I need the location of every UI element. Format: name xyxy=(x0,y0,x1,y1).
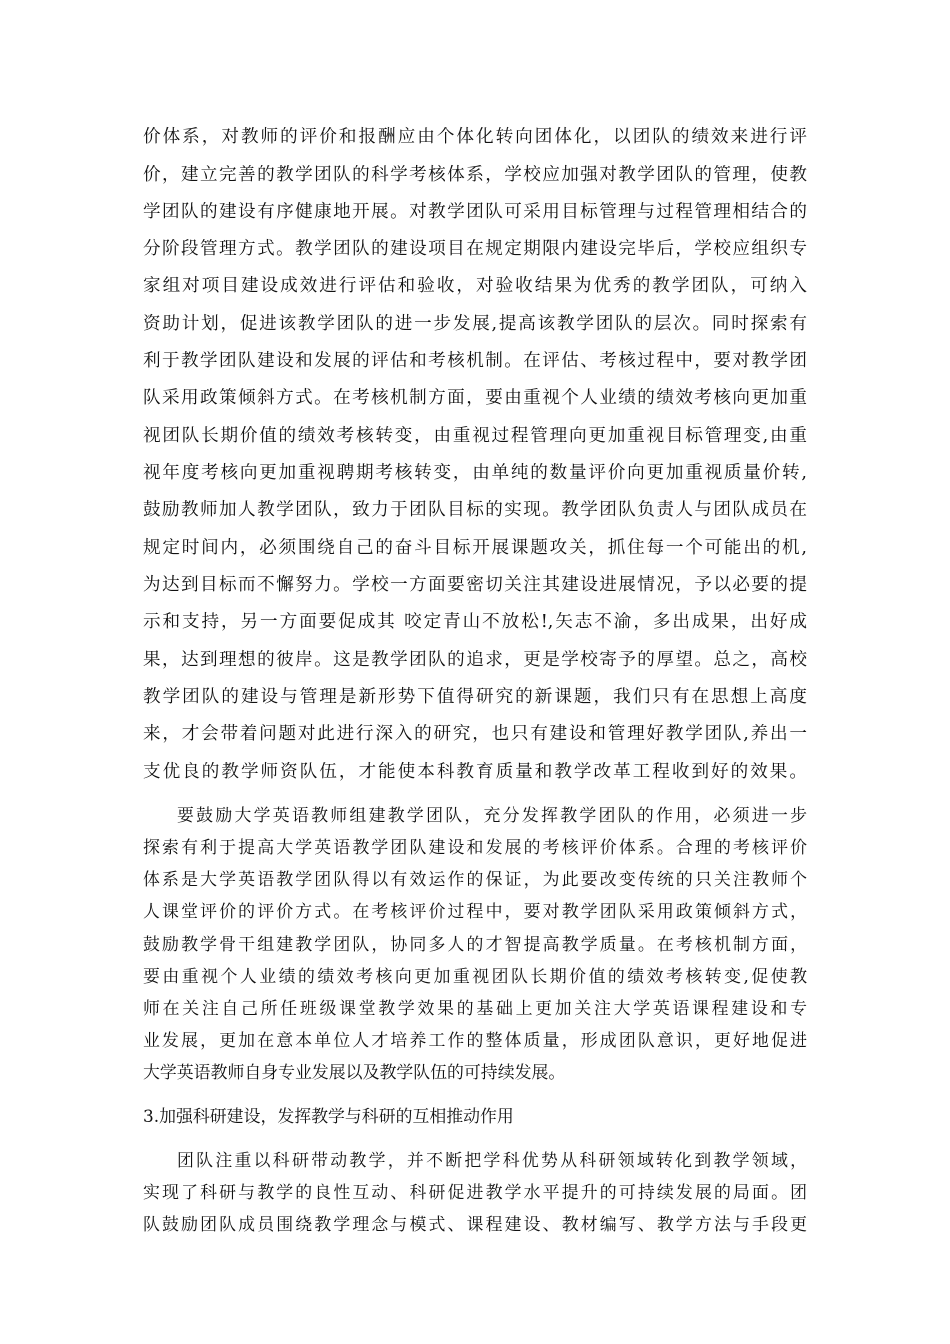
text-line: 体系是大学英语教学团队得以有效运作的保证，为此要改变传统的只关注教师个 xyxy=(143,869,807,889)
text-line: 鼓励教师加人教学团队，致力于团队目标的实现。教学团队负责人与团队成员在 xyxy=(143,500,807,520)
text-line: 视团队长期价值的绩效考核转变，由重视过程管理向更加重视目标管理变,由重 xyxy=(143,426,807,446)
text-line: 分阶段管理方式。教学团队的建设项目在规定期限内建设完毕后，学校应组织专 xyxy=(143,239,807,259)
text-line: 探索有利于提高大学英语教学团队建设和发展的考核评价体系。合理的考核评价 xyxy=(143,837,807,857)
text-line: 实现了科研与教学的良性互动、科研促进教学水平提升的可持续发展的局面。团 xyxy=(143,1182,807,1202)
text-line: 团队注重以科研带动教学，并不断把学科优势从科研领域转化到教学领域， xyxy=(177,1150,807,1170)
text-line: 来，才会带着问题对此进行深入的研究，也只有建设和管理好教学团队,养出一 xyxy=(143,724,807,744)
text-line: 师在关注自己所任班级课堂教学效果的基础上更加关注大学英语课程建设和专 xyxy=(143,998,807,1018)
text-line: 人课堂评价的评价方式。在考核评价过程中，要对教学团队采用政策倾斜方式， xyxy=(143,901,807,921)
text-line: 价体系，对教师的评价和报酬应由个体化转向团体化，以团队的绩效来进行评 xyxy=(143,127,807,147)
text-line: 价，建立完善的教学团队的科学考核体系，学校应加强对教学团队的管理，使教 xyxy=(143,165,807,185)
text-line: 果，达到理想的彼岸。这是教学团队的追求，更是学校寄予的厚望。总之，高校 xyxy=(143,650,807,670)
text-line: 示和支持，另一方面要促成其 咬定青山不放松!,矢志不渝，多出成果，出好成 xyxy=(143,612,807,632)
text-line: 支优良的教学师资队伍，才能使本科教育质量和教学改革工程收到好的效果。 xyxy=(143,762,807,782)
text-line: 队鼓励团队成员围绕教学理念与模式、课程建设、教材编写、教学方法与手段更 xyxy=(143,1214,807,1234)
section-heading: 3.加强科研建设，发挥教学与科研的互相推动作用 xyxy=(143,1106,514,1126)
text-line: 视年度考核向更加重视聘期考核转变，由单纯的数量评价向更加重视质量价转, xyxy=(143,463,807,483)
text-line: 队采用政策倾斜方式。在考核机制方面，要由重视个人业绩的绩效考核向更加重 xyxy=(143,388,807,408)
text-line: 学团队的建设有序健康地开展。对教学团队可采用目标管理与过程管理相结合的 xyxy=(143,202,807,222)
text-line: 要由重视个人业绩的绩效考核向更加重视团队长期价值的绩效考核转变,促使教 xyxy=(143,966,807,986)
text-line: 家组对项目建设成效进行评估和验收，对验收结果为优秀的教学团队，可纳入 xyxy=(143,276,807,296)
text-line: 为达到目标而不懈努力。学校一方面要密切关注其建设进展情况，予以必要的提 xyxy=(143,575,807,595)
text-line: 要鼓励大学英语教师组建教学团队，充分发挥教学团队的作用，必须进一步 xyxy=(177,805,807,825)
text-line: 业发展，更加在意本单位人才培养工作的整体质量，形成团队意识，更好地促进 xyxy=(143,1030,807,1050)
text-line: 鼓励教学骨干组建教学团队，协同多人的才智提高教学质量。在考核机制方面， xyxy=(143,934,807,954)
text-line: 教学团队的建设与管理是新形势下值得研究的新课题，我们只有在思想上高度 xyxy=(143,687,807,707)
text-line: 规定时间内，必须围绕自己的奋斗目标开展课题攻关，抓住每一个可能出的机, xyxy=(143,538,807,558)
text-line: 利于教学团队建设和发展的评估和考核机制。在评估、考核过程中，要对教学团 xyxy=(143,351,807,371)
text-line: 资助计划，促进该教学团队的进一步发展,提高该教学团队的层次。同时探索有 xyxy=(143,314,807,334)
text-line: 大学英语教师自身专业发展以及教学队伍的可持续发展。 xyxy=(143,1062,566,1082)
